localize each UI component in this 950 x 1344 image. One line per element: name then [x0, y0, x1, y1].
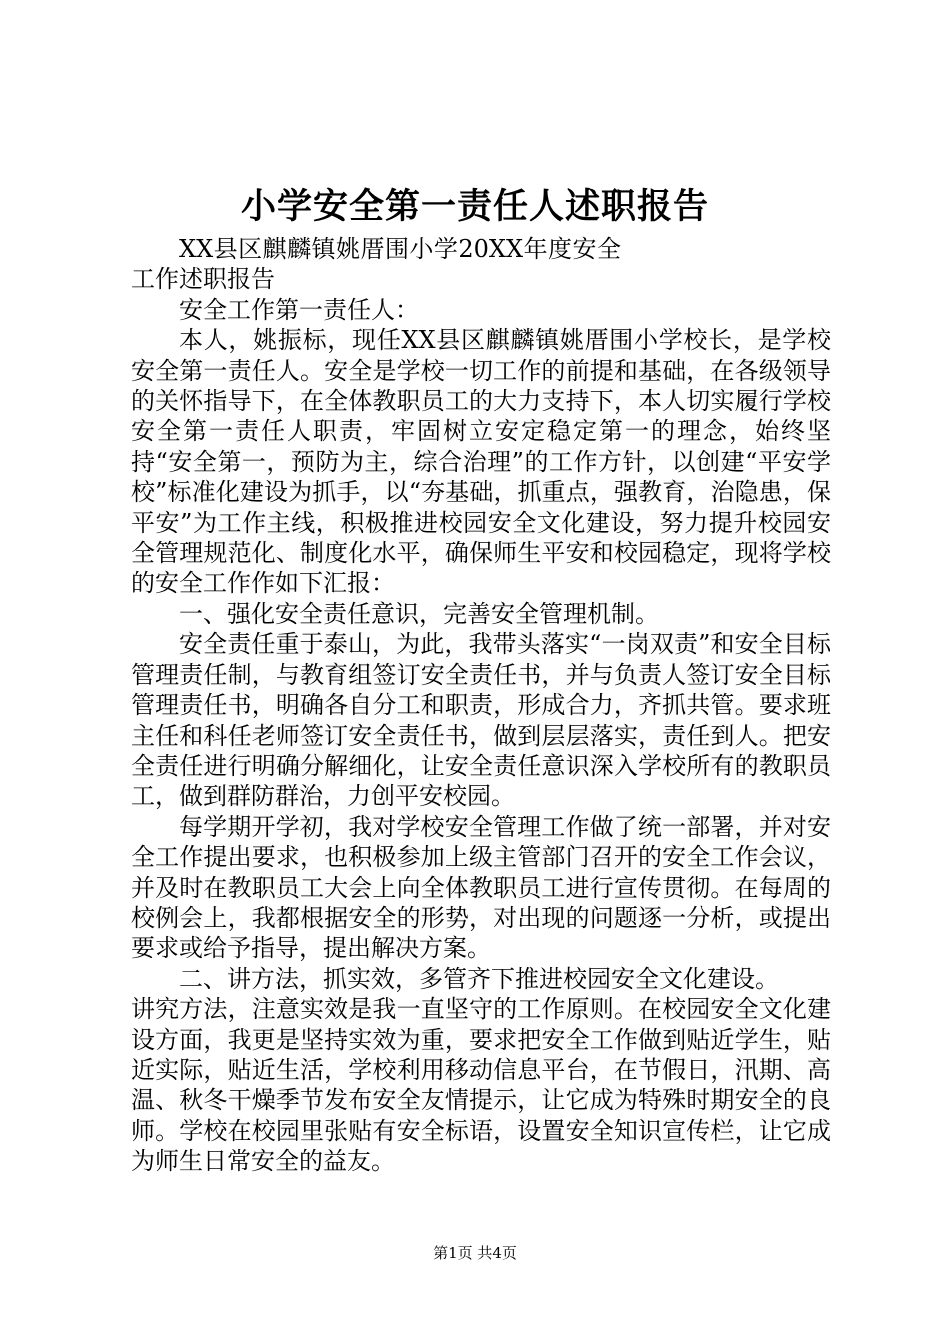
paragraph-semester: 每学期开学初，我对学校安全管理工作做了统一部署，并对安全工作提出要求，也积极参加上级主管部门召开的安全工作会议，并及时在教职员工大会上向全体教职员工进行宣传贯彻。在每周的校例会上，我都根据安全的形势，对出现的问题逐一分析，或提出要求或给予指导，提出解决方案。 [131, 812, 831, 963]
paragraph-responsibility: 安全责任重于泰山，为此，我带头落实“一岗双责”和安全目标管理责任制，与教育组签订安全责任书，并与负责人签订安全目标管理责任书，明确各自分工和职责，形成合力，齐抓共管。要求班主任和科任老师签订安全责任书，做到层层落实，责任到人。把安全责任进行明确分解细化，让安全责任意识深入学校所有的教职员工，做到群防群治，力创平安校园。 [131, 630, 831, 811]
paragraph-role: 安全工作第一责任人： [179, 295, 419, 324]
paragraph-methods: 讲究方法，注意实效是我一直坚守的工作原则。在校园安全文化建设方面，我更是坚持实效为重，要求把安全工作做到贴近学生，贴近实际，贴近生活，学校利用移动信息平台，在节假日，汛期、高温、秋冬干燥季节发布安全友情提示，让它成为特殊时期安全的良师。学校在校园里张贴有安全标语，设置安全知识宣传栏，让它成为师生日常安全的益友。 [131, 995, 831, 1176]
document-title: 小学安全第一责任人述职报告 [240, 186, 709, 227]
document-body [131, 234, 831, 1177]
section-heading-1: 一、强化安全责任意识，完善安全管理机制。 [179, 599, 659, 628]
page-number-footer: 第1页 共4页 [433, 1244, 517, 1262]
paragraph-intro: 本人，姚振标，现任XX县区麒麟镇姚厝围小学校长，是学校安全第一责任人。安全是学校一切工作的前提和基础，在各级领导的关怀指导下，在全体教职员工的大力支持下，本人切实履行学校安全第一责任人职责，牢固树立安定稳定第一的理念，始终坚持“安全第一，预防为主，综合治理”的工作方针，以创建“平安学校”标准化建设为抓手，以“夯基础，抓重点，强教育，治隐患，保平安”为工作主线，积极推进校园安全文化建设，努力提升校园安全管理规范化、制度化水平，确保师生平安和校园稳定，现将学校的安全工作作如下汇报： [131, 326, 831, 598]
section-heading-2: 二、讲方法，抓实效，多管齐下推进校园安全文化建设。 [179, 964, 779, 993]
paragraph-report-heading: XX县区麒麟镇姚厝围小学20XX年度安全工作述职报告 [131, 235, 621, 294]
